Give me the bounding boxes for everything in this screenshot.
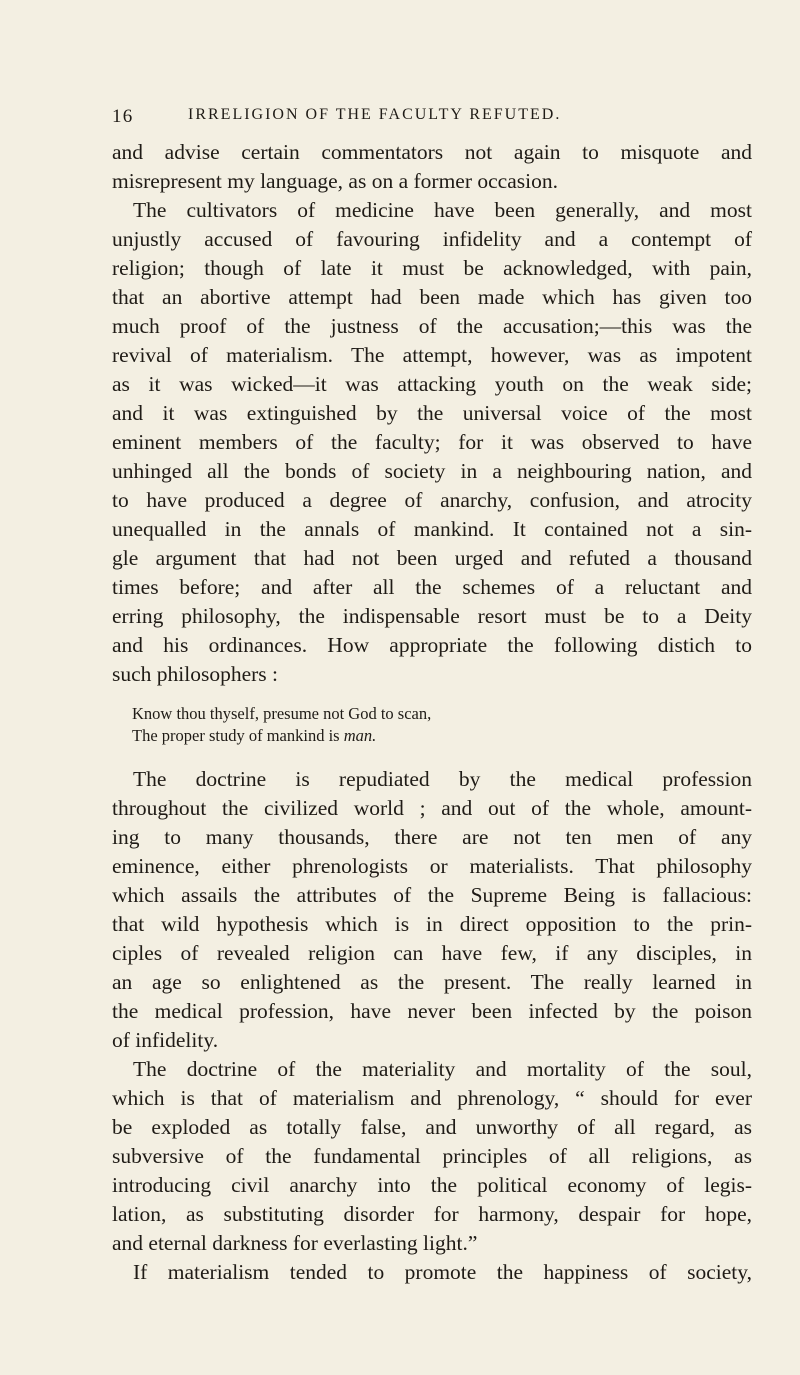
text-line: unjustly accused of favouring infidelity and a contempt of <box>112 227 752 251</box>
running-head <box>112 106 752 134</box>
text-line: that an abortive attempt had been made which has given too <box>112 285 752 309</box>
text-line: the medical profession, have never been infected by the poison <box>112 999 752 1023</box>
text-line: eminence, either phrenologists or materialists. That philosophy <box>112 854 752 878</box>
text-line: which assails the attributes of the Supreme Being is fallacious: <box>112 883 752 907</box>
text-line: times before; and after all the schemes of a reluctant and <box>112 575 752 599</box>
text-line: and eternal darkness for everlasting light.” <box>112 1231 478 1255</box>
text-line: The cultivators of medicine have been generally, and most <box>133 198 752 222</box>
text-line: misrepresent my language, as on a former occasion. <box>112 169 558 193</box>
text-line: and his ordinances. How appropriate the following distich to <box>112 633 752 657</box>
text-line: and advise certain commentators not again to misquote and <box>112 140 752 164</box>
text-line: gle argument that had not been urged and refuted a thousand <box>112 546 752 570</box>
text-line: throughout the civilized world ; and out of the whole, amount- <box>112 796 752 820</box>
text-line: The doctrine is repudiated by the medical profession <box>133 767 752 791</box>
verse-line-1: Know thou thyself, presume not God to scan, <box>132 704 432 723</box>
text-line: erring philosophy, the indispensable resort must be to a Deity <box>112 604 752 628</box>
body-text <box>112 138 752 1287</box>
text-line: unequalled in the annals of mankind. It contained not a sin- <box>112 517 752 541</box>
text-line: an age so enlightened as the present. The really learned in <box>112 970 752 994</box>
text-line: such philosophers : <box>112 662 279 686</box>
text-line: which is that of materialism and phrenology, “ should for ever <box>112 1086 752 1110</box>
verse-line-2-start: The proper study of mankind is <box>132 726 344 745</box>
text-line: unhinged all the bonds of society in a neighbouring nation, and <box>112 459 752 483</box>
text-line: introducing civil anarchy into the political economy of legis- <box>112 1173 752 1197</box>
text-line: as it was wicked—it was attacking youth on the weak side; <box>112 372 752 396</box>
text-line: to have produced a degree of anarchy, confusion, and atrocity <box>112 488 752 512</box>
text-line: eminent members of the faculty; for it was observed to have <box>112 430 752 454</box>
text-line: lation, as substituting disorder for harmony, despair for hope, <box>112 1202 752 1226</box>
text-line: ing to many thousands, there are not ten men of any <box>112 825 752 849</box>
page-number: 16 <box>112 106 134 127</box>
text-line: revival of materialism. The attempt, however, was as impotent <box>112 343 752 367</box>
text-line: be exploded as totally false, and unworthy of all regard, as <box>112 1115 752 1139</box>
text-line: subversive of the fundamental principles of all religions, as <box>112 1144 752 1168</box>
verse-line-2 <box>132 725 752 747</box>
text-line: If materialism tended to promote the happiness of society, <box>133 1260 752 1284</box>
text-line: religion; though of late it must be acknowledged, with pain, <box>112 256 752 280</box>
text-line: of infidelity. <box>112 1028 219 1052</box>
running-title: IRRELIGION OF THE FACULTY REFUTED. <box>188 106 562 123</box>
verse-quotation <box>132 703 752 747</box>
text-line: much proof of the justness of the accusation;—this was the <box>112 314 752 338</box>
text-line: that wild hypothesis which is in direct opposition to the prin- <box>112 912 752 936</box>
text-line: and it was extinguished by the universal voice of the most <box>112 401 752 425</box>
text-line: The doctrine of the materiality and mortality of the soul, <box>133 1057 752 1081</box>
text-line: ciples of revealed religion can have few, if any disciples, in <box>112 941 752 965</box>
verse-emphasis: man. <box>343 726 377 745</box>
